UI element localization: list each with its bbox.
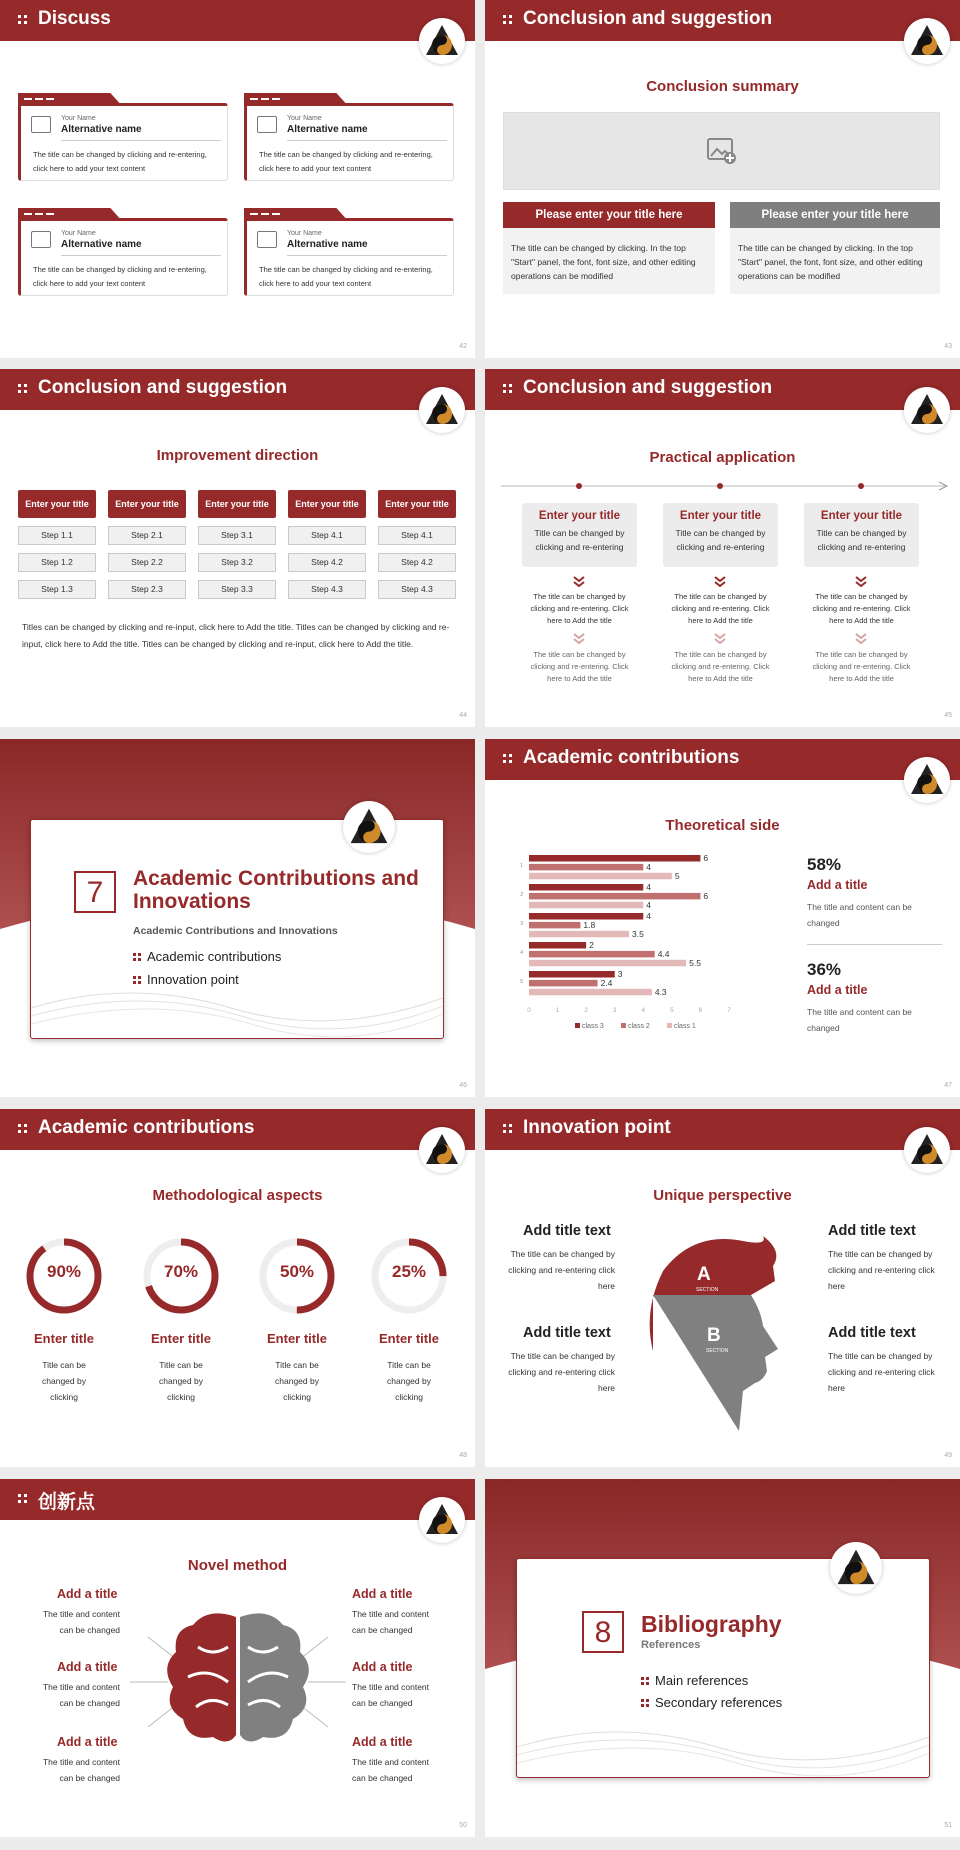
data-label: 4.3 xyxy=(654,986,667,997)
category-label: 5 xyxy=(520,979,523,985)
item-title: Add a title xyxy=(57,1587,118,1601)
data-label: 4 xyxy=(646,899,652,910)
bar xyxy=(529,942,586,949)
column-header[interactable]: Enter your title xyxy=(108,490,186,518)
grid-dots-icon xyxy=(18,384,28,394)
stat-text: The title and content can be changed xyxy=(807,902,912,928)
grid-dots-icon xyxy=(18,15,28,25)
item-title: Add a title xyxy=(352,1660,413,1674)
image-placeholder[interactable] xyxy=(503,112,940,190)
page-number: 49 xyxy=(944,1452,952,1459)
slide-header xyxy=(485,0,960,41)
item-title: Add a title xyxy=(57,1660,118,1674)
legend-swatch xyxy=(621,1023,626,1028)
timeline-arrow xyxy=(501,481,951,491)
item-text: The title and content can be changed xyxy=(42,1682,120,1708)
step-item[interactable]: Step 2.2 xyxy=(108,553,186,572)
bar xyxy=(529,931,629,938)
slide-header xyxy=(485,369,960,410)
card-your-name: Your Name xyxy=(61,230,96,237)
card-text: The title can be changed by clicking and re-entering, click here to add your text content xyxy=(33,265,207,288)
card-body xyxy=(18,103,228,181)
bullet-item[interactable]: Academic contributions xyxy=(133,949,281,964)
slide-title: Conclusion and suggestion xyxy=(523,377,773,398)
bar xyxy=(529,902,643,909)
slide-unique-perspective[interactable] xyxy=(485,1109,960,1467)
x-tick-label: 6 xyxy=(698,1007,703,1014)
summary-text-left: The title can be changed by clicking. In the top "Start" panel, the font, font size, and other editing operations can be modified xyxy=(511,243,696,281)
x-tick-label: 3 xyxy=(612,1007,617,1014)
divider xyxy=(807,944,942,945)
item-text: The title and content can be changed xyxy=(352,1757,430,1783)
section-subtitle: Academic Contributions and Innovations xyxy=(133,925,338,937)
step-item[interactable]: Step 4.3 xyxy=(378,580,456,599)
slide-header xyxy=(0,369,475,410)
bullet-item[interactable]: Secondary references xyxy=(641,1695,782,1710)
step-item[interactable]: Step 4.3 xyxy=(288,580,366,599)
slide-header xyxy=(485,739,960,780)
card-text: The title can be changed by clicking and re-entering, click here to add your text content xyxy=(33,150,207,173)
card-text: The title can be changed by clicking and re-entering, click here to add your text content xyxy=(259,150,433,173)
stat-title: Add a title xyxy=(807,983,868,997)
bar xyxy=(529,960,686,967)
category-label: 1 xyxy=(520,863,523,869)
progress-ring xyxy=(25,1237,103,1315)
category-label: 3 xyxy=(520,921,523,927)
university-logo xyxy=(904,387,950,433)
grid-dots-icon xyxy=(503,384,513,394)
image-icon xyxy=(31,116,51,133)
data-label: 2.4 xyxy=(600,977,613,988)
item-title: Add a title xyxy=(352,1587,413,1601)
progress-ring xyxy=(258,1237,336,1315)
image-icon xyxy=(31,231,51,248)
ring-text: Title can be changed by clicking xyxy=(42,1360,86,1402)
university-logo xyxy=(904,18,950,64)
university-logo xyxy=(419,18,465,64)
slide-theoretical-side[interactable] xyxy=(485,739,960,1097)
stat-percent: 58% xyxy=(807,855,842,874)
item-text: The title can be changed by clicking and re-entering click here xyxy=(828,1351,935,1393)
chevron-down-icon xyxy=(713,633,727,645)
application-text-secondary: The title can be changed by clicking and re-entering. Click here to Add the title xyxy=(812,650,911,683)
slide-discuss[interactable] xyxy=(0,0,475,358)
slide-novel-method[interactable] xyxy=(0,1479,475,1837)
university-logo xyxy=(419,1127,465,1173)
x-tick-label: 2 xyxy=(584,1007,588,1014)
divider xyxy=(61,255,221,256)
card-body xyxy=(244,103,454,181)
card-your-name: Your Name xyxy=(287,115,322,122)
image-icon xyxy=(257,116,277,133)
card-title: Enter your title xyxy=(820,510,903,522)
profile-card[interactable] xyxy=(18,93,228,181)
grid-dots-icon xyxy=(503,15,513,25)
section-subtitle: Improvement direction xyxy=(156,447,319,464)
application-text: The title can be changed by clicking and re-entering. Click here to Add the title xyxy=(530,592,629,625)
item-text: The title and content can be changed xyxy=(352,1682,430,1708)
university-logo xyxy=(904,757,950,803)
step-item[interactable]: Step 2.1 xyxy=(108,526,186,545)
bar xyxy=(529,971,615,978)
item-title: Add a title xyxy=(352,1735,413,1749)
item-text: The title can be changed by clicking and re-entering click here xyxy=(508,1351,615,1393)
ring-title: Enter title xyxy=(267,1331,327,1346)
summary-title-left[interactable]: Please enter your title here xyxy=(503,202,715,228)
ring-text: Title can be changed by clicking xyxy=(387,1360,431,1402)
progress-ring xyxy=(142,1237,220,1315)
section-subtitle: Novel method xyxy=(187,1557,288,1574)
head-profile-graphic xyxy=(643,1231,803,1431)
university-logo xyxy=(419,1497,465,1543)
page-number: 42 xyxy=(459,343,467,350)
x-tick-label: 1 xyxy=(555,1007,560,1014)
profile-card[interactable] xyxy=(244,208,454,296)
bar xyxy=(529,893,700,900)
bar xyxy=(529,922,580,929)
mesh-wave-pattern xyxy=(517,1707,929,1777)
application-text-secondary: The title can be changed by clicking and re-entering. Click here to Add the title xyxy=(530,650,629,683)
grid-dots-icon xyxy=(18,1494,28,1504)
data-label: 6 xyxy=(703,853,709,863)
card-your-name: Your Name xyxy=(61,115,96,122)
bar xyxy=(529,980,598,987)
stat-text: The title and content can be changed xyxy=(807,1007,912,1033)
slide-header xyxy=(0,0,475,41)
application-card[interactable] xyxy=(804,503,919,567)
page-number: 51 xyxy=(944,1822,952,1829)
data-label: 1.8 xyxy=(583,919,596,930)
page-number: 50 xyxy=(459,1822,467,1829)
chevron-down-icon xyxy=(572,633,586,645)
step-item[interactable]: Step 3.1 xyxy=(198,526,276,545)
slide-title: Conclusion and suggestion xyxy=(38,377,288,398)
slide-methodological-aspects[interactable] xyxy=(0,1109,475,1467)
ring-value: 90% xyxy=(46,1262,82,1281)
data-label: 5 xyxy=(674,870,680,881)
step-item[interactable]: Step 3.3 xyxy=(198,580,276,599)
section-subtitle: Practical application xyxy=(649,449,796,466)
card-body: Title can be changed by clicking and re-entering xyxy=(816,528,907,552)
ring-title: Enter title xyxy=(34,1331,94,1346)
step-item[interactable]: Step 4.1 xyxy=(378,526,456,545)
step-item[interactable]: Step 1.1 xyxy=(18,526,96,545)
section-a-caption: SECTION xyxy=(696,1287,719,1293)
page-number: 47 xyxy=(944,1082,952,1089)
section-subtitle: References xyxy=(641,1639,701,1651)
step-item[interactable]: Step 2.3 xyxy=(108,580,186,599)
item-title: Add title text xyxy=(523,1325,611,1341)
chevron-down-icon xyxy=(713,576,727,588)
bar-chart xyxy=(499,847,739,1037)
divider xyxy=(287,255,447,256)
card-alt-name: Alternative name xyxy=(61,124,142,135)
section-b-label: B xyxy=(707,1325,721,1346)
section-subtitle: Theoretical side xyxy=(665,817,780,834)
application-text: The title can be changed by clicking and re-entering. Click here to Add the title xyxy=(671,592,770,625)
legend-swatch xyxy=(575,1023,580,1028)
section-title: Academic Contributions and Innovations xyxy=(133,867,419,913)
item-title: Add title text xyxy=(523,1223,611,1239)
x-tick-label: 4 xyxy=(641,1007,646,1014)
card-alt-name: Alternative name xyxy=(287,124,368,135)
divider xyxy=(61,140,221,141)
item-text: The title can be changed by clicking and re-entering click here xyxy=(828,1249,935,1291)
bar xyxy=(529,989,652,996)
card-title: Enter your title xyxy=(538,510,621,522)
legend-swatch xyxy=(667,1023,672,1028)
ring-text: Title can be changed by clicking xyxy=(275,1360,319,1402)
bar xyxy=(529,884,643,891)
item-text: The title and content can be changed xyxy=(42,1757,120,1783)
stat-title: Add a title xyxy=(807,878,868,892)
summary-title-right[interactable]: Please enter your title here xyxy=(730,202,940,228)
bullet-item[interactable]: Main references xyxy=(641,1673,748,1688)
application-card[interactable] xyxy=(663,503,778,567)
paragraph-text: Titles can be changed by clicking and re-input, click here to Add the title. Titles can be changed by clicking and re-input, click here to Add the title. Titles can be changed by clicking and re-input, click here to Add the title. xyxy=(22,622,450,649)
card-title: Enter your title xyxy=(679,510,762,522)
profile-card[interactable] xyxy=(244,93,454,181)
data-label: 3 xyxy=(617,969,623,979)
column-header[interactable]: Enter your title xyxy=(198,490,276,518)
ring-value: 70% xyxy=(163,1262,199,1281)
bar xyxy=(529,873,672,880)
bullet-item[interactable]: Innovation point xyxy=(133,972,239,987)
ring-text: Title can be changed by clicking xyxy=(159,1360,203,1402)
bar xyxy=(529,951,655,958)
step-item[interactable]: Step 1.3 xyxy=(18,580,96,599)
x-tick-label: 7 xyxy=(727,1007,731,1014)
university-logo xyxy=(904,1127,950,1173)
slide-header xyxy=(0,1109,475,1150)
data-label: 4 xyxy=(646,882,652,892)
grid-dots-icon xyxy=(18,1124,28,1134)
card-alt-name: Alternative name xyxy=(61,239,142,250)
page-number: 46 xyxy=(459,1082,467,1089)
ring-value: 50% xyxy=(279,1262,315,1281)
step-item[interactable]: Step 4.2 xyxy=(378,553,456,572)
data-label: 4 xyxy=(646,861,652,872)
section-number: 7 xyxy=(74,871,116,913)
chevron-down-icon xyxy=(854,633,868,645)
grid-dots-icon xyxy=(503,1124,513,1134)
card-body: Title can be changed by clicking and re-entering xyxy=(675,528,766,552)
slide-title: Conclusion and suggestion xyxy=(523,8,773,29)
data-label: 5.5 xyxy=(689,957,701,968)
slide-title: Innovation point xyxy=(523,1117,671,1138)
divider xyxy=(287,140,447,141)
university-logo xyxy=(343,801,395,853)
item-title: Add a title xyxy=(57,1735,118,1749)
application-card[interactable] xyxy=(522,503,637,567)
data-label: 4 xyxy=(646,911,652,921)
university-logo xyxy=(419,387,465,433)
slide-title: Academic contributions xyxy=(38,1117,255,1138)
progress-ring xyxy=(370,1237,448,1315)
bar xyxy=(529,913,643,920)
item-title: Add title text xyxy=(828,1325,916,1341)
category-label: 4 xyxy=(520,950,523,956)
stat-percent: 36% xyxy=(807,960,842,979)
data-label: 6 xyxy=(703,890,709,901)
application-text: The title can be changed by clicking and re-entering. Click here to Add the title xyxy=(812,592,911,625)
slide-section-cover-8[interactable] xyxy=(485,1479,960,1837)
card-body xyxy=(244,218,454,296)
legend-label: class 2 xyxy=(628,1023,650,1030)
card-alt-name: Alternative name xyxy=(287,239,368,250)
section-a-label: A xyxy=(697,1264,711,1285)
data-label: 3.5 xyxy=(632,928,644,939)
section-number: 8 xyxy=(582,1611,624,1653)
legend-label: class 3 xyxy=(582,1023,604,1030)
legend-label: class 1 xyxy=(674,1023,696,1030)
card-text: The title can be changed by clicking and re-entering, click here to add your text content xyxy=(259,265,433,288)
item-text: The title can be changed by clicking and re-entering click here xyxy=(508,1249,615,1291)
ring-value: 25% xyxy=(391,1262,427,1281)
section-title: Bibliography xyxy=(641,1611,782,1637)
bar xyxy=(529,864,643,871)
page-number: 44 xyxy=(459,712,467,719)
chevron-down-icon xyxy=(572,576,586,588)
bar xyxy=(529,855,700,862)
slide-section-cover-7[interactable] xyxy=(0,739,475,1097)
x-tick-label: 0 xyxy=(527,1007,531,1014)
application-text-secondary: The title can be changed by clicking and re-entering. Click here to Add the title xyxy=(671,650,770,683)
column-header[interactable]: Enter your title xyxy=(18,490,96,518)
slide-title: Discuss xyxy=(38,8,111,29)
summary-text-right: The title can be changed by clicking. In the top "Start" panel, the font, font size, and other editing operations can be modified xyxy=(738,243,923,281)
step-item[interactable]: Step 4.1 xyxy=(288,526,366,545)
image-icon xyxy=(257,231,277,248)
data-label: 4.4 xyxy=(657,948,670,959)
page-number: 43 xyxy=(944,343,952,350)
brain-graphic xyxy=(118,1607,358,1757)
data-label: 2 xyxy=(589,940,594,950)
chevron-down-icon xyxy=(854,576,868,588)
section-subtitle: Methodological aspects xyxy=(152,1187,323,1204)
slide-title: 创新点 xyxy=(38,1492,96,1513)
slide-header xyxy=(485,1109,960,1150)
card-your-name: Your Name xyxy=(287,230,322,237)
page-number: 48 xyxy=(459,1452,467,1459)
slide-conclusion-summary[interactable] xyxy=(485,0,960,358)
column-header[interactable]: Enter your title xyxy=(378,490,456,518)
item-text: The title and content can be changed xyxy=(42,1609,120,1635)
item-text: The title and content can be changed xyxy=(352,1609,430,1635)
card-body: Title can be changed by clicking and re-entering xyxy=(534,528,625,552)
item-title: Add title text xyxy=(828,1223,916,1239)
category-label: 2 xyxy=(520,892,523,898)
section-subtitle: Conclusion summary xyxy=(646,78,799,95)
card-body xyxy=(18,218,228,296)
section-subtitle: Unique perspective xyxy=(653,1187,792,1204)
step-item[interactable]: Step 3.2 xyxy=(198,553,276,572)
ring-title: Enter title xyxy=(379,1331,439,1346)
slide-header xyxy=(0,1479,475,1520)
profile-card[interactable] xyxy=(18,208,228,296)
slide-improvement-direction[interactable] xyxy=(0,369,475,727)
x-tick-label: 5 xyxy=(670,1007,674,1014)
section-b-caption: SECTION xyxy=(706,1348,729,1354)
column-header[interactable]: Enter your title xyxy=(288,490,366,518)
slide-practical-application[interactable] xyxy=(485,369,960,727)
ring-title: Enter title xyxy=(151,1331,211,1346)
university-logo xyxy=(830,1542,882,1594)
slide-title: Academic contributions xyxy=(523,747,740,768)
add-image-icon xyxy=(707,137,737,165)
page-number: 45 xyxy=(944,712,952,719)
step-item[interactable]: Step 4.2 xyxy=(288,553,366,572)
grid-dots-icon xyxy=(503,754,513,764)
step-item[interactable]: Step 1.2 xyxy=(18,553,96,572)
